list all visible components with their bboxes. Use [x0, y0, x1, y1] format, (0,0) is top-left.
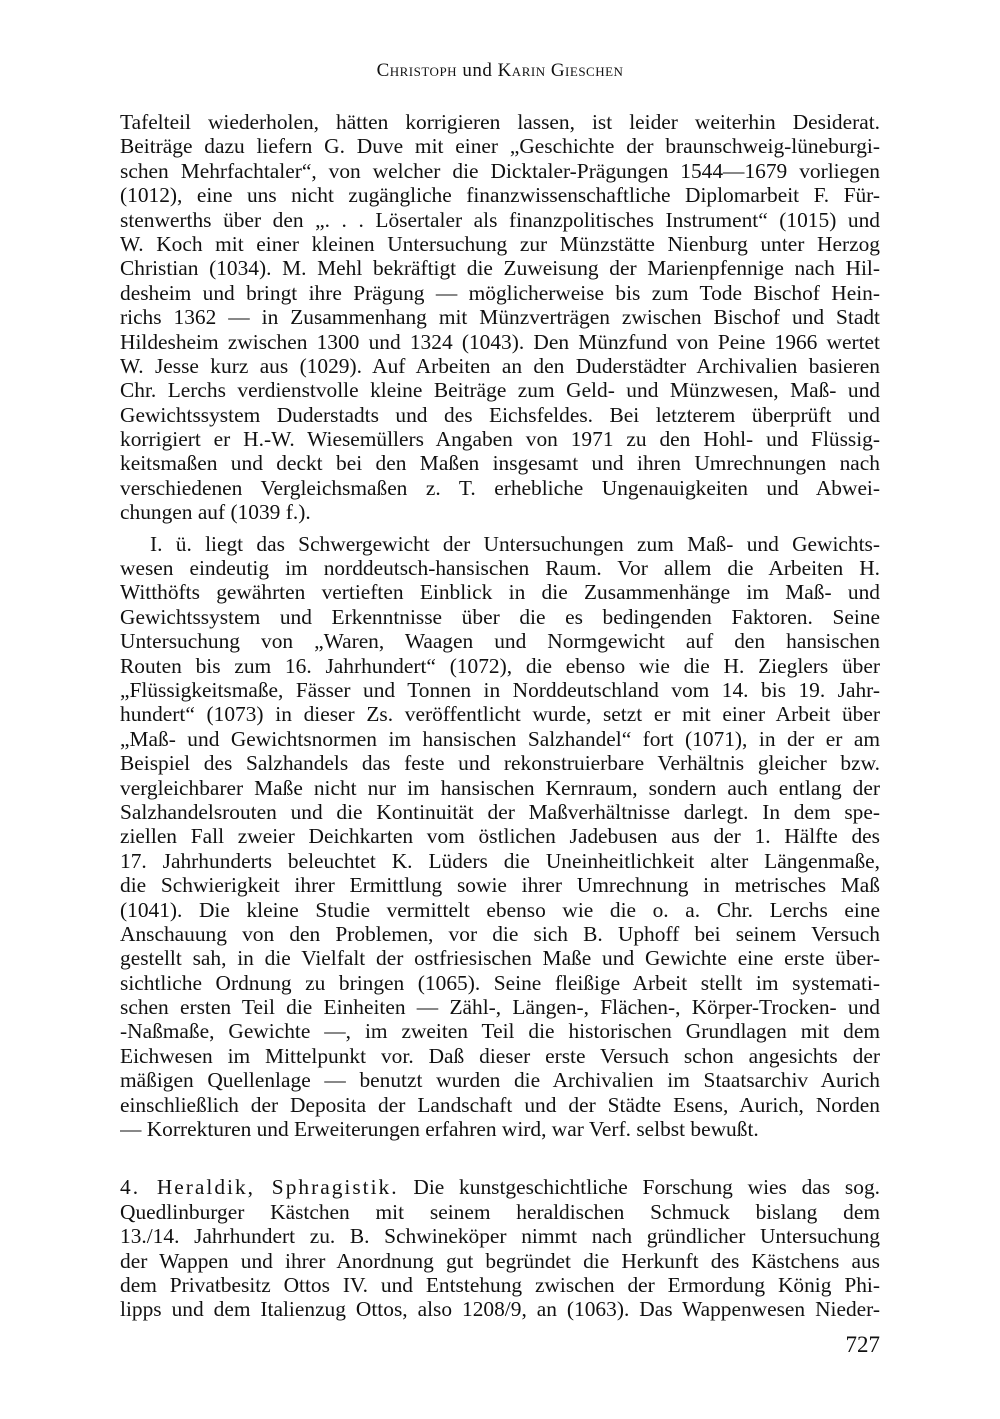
text-line: Witthöfts gewährten vertieften Einblick in die Zusammenhänge im Maß- und — [120, 580, 880, 605]
text-line: Gewichtssystem Duderstadts und des Eichsfeldes. Bei letzterem überprüft und — [120, 402, 880, 427]
text-line: ziellen Fall zweier Deichkarten vom östlichen Jadebusen aus der 1. Hälfte des — [120, 824, 880, 849]
text-line: gestellt sah, in die Vielfalt der ostfriesischen Maße und Gewichte eine erste über- — [120, 946, 880, 971]
text-line: Anschauung von den Problemen, vor die sich B. Uphoff bei seinem Versuch — [120, 921, 880, 946]
text-line: „Maß- und Gewichtsnormen im hansischen Salzhandel“ fort (1071), in der er am — [120, 726, 880, 751]
text-line: Gewichtssystem und Erkenntnisse über die es bedingenden Faktoren. Seine — [120, 604, 880, 629]
text-line: keitsmaßen und deckt bei den Maßen insgesamt und ihren Umrechnungen nach — [120, 451, 880, 476]
text-line: Chr. Lerchs verdienstvolle kleine Beiträge zum Geld- und Münzwesen, Maß- und — [120, 378, 880, 403]
text-line: Quedlinburger Kästchen mit seinem heraldischen Schmuck bislang dem — [120, 1199, 880, 1224]
text-line: 13./14. Jahrhundert zu. B. Schwineköper nimmt nach gründlicher Untersuchung — [120, 1224, 880, 1249]
text-line: lipps und dem Italienzug Ottos, also 1208/9, an (1063). Das Wappenwesen Nieder- — [120, 1297, 880, 1322]
body-text — [120, 110, 880, 1322]
section-heading: 4. Heraldik, Sphragistik. — [120, 1175, 399, 1200]
page-number: 727 — [845, 1332, 880, 1357]
text-line: dem Privatbesitz Ottos IV. und Entstehung zwischen der Ermordung König Phi- — [120, 1272, 880, 1297]
text-line: (1041). Die kleine Studie vermittelt ebenso wie die o. a. Chr. Lerchs eine — [120, 897, 880, 922]
text-line: Eichwesen im Mittelpunkt vor. Daß dieser erste Versuch schon angesichts der — [120, 1043, 880, 1068]
text-line: sichtliche Ordnung zu bringen (1065). Seine fleißige Arbeit stellt im systemati- — [120, 970, 880, 995]
text-line: korrigiert er H.-W. Wiesemüllers Angaben von 1971 zu den Hohl- und Flüssig- — [120, 427, 880, 452]
section-first-line-text: Die kunstgeschichtliche Forschung wies das sog. — [413, 1175, 880, 1200]
text-line: schen Mehrfachtaler“, von welcher die Dicktaler-Prägungen 1544—1679 vorliegen — [120, 158, 880, 183]
paragraph-1 — [120, 110, 880, 525]
text-line: W. Jesse kurz aus (1029). Auf Arbeiten an den Duderstädter Archivalien basieren — [120, 353, 880, 378]
text-line: (1012), eine uns nicht zugängliche finanzwissenschaftliche Diplomarbeit F. Für- — [120, 183, 880, 208]
text-line: vergleichbarer Maße nicht nur im hansischen Kernraum, sondern auch entlang der — [120, 775, 880, 800]
text-line — [120, 1175, 880, 1199]
text-line: Hildesheim zwischen 1300 und 1324 (1043). Den Münzfund von Peine 1966 wertet — [120, 329, 880, 354]
text-line: stenwerths über den „. . . Lösertaler als finanzpolitisches Instrument“ (1015) und — [120, 207, 880, 232]
text-line: Routen bis zum 16. Jahrhundert“ (1072), die ebenso wie die H. Zieglers über — [120, 653, 880, 678]
running-head-first-name: Christoph — [376, 60, 458, 81]
running-head — [0, 60, 1000, 82]
text-line: — Korrekturen und Erweiterungen erfahren wird, war Verf. selbst bewußt. — [120, 1117, 759, 1142]
text-line: mäßigen Quellenlage — benutzt wurden die Archivalien im Staatsarchiv Aurich — [120, 1068, 880, 1093]
running-head-conjunction: und — [462, 60, 493, 81]
text-line: einschließlich der Deposita der Landschaft und der Städte Esens, Aurich, Norden — [120, 1092, 880, 1117]
text-line: W. Koch mit einer kleinen Untersuchung zur Münzstätte Nienburg unter Herzog — [120, 231, 880, 256]
text-line: „Flüssigkeitsmaße, Fässer und Tonnen in Norddeutschland vom 14. bis 19. Jahr- — [120, 677, 880, 702]
text-line: Tafelteil wiederholen, hätten korrigieren lassen, ist leider weiterhin Desiderat. — [120, 110, 880, 134]
text-line: Salzhandelsrouten und die Kontinuität der Maßverhältnisse darlegt. In dem spe- — [120, 799, 880, 824]
text-line: Untersuchung von „Waren, Waagen und Normgewicht auf den hansischen — [120, 629, 880, 654]
paragraph-2 — [120, 532, 880, 1142]
text-line: desheim und bringt ihre Prägung — möglicherweise bis zum Tode Bischof Hein- — [120, 280, 880, 305]
text-line: I. ü. liegt das Schwergewicht der Untersuchungen zum Maß- und Gewichts- — [150, 531, 880, 556]
text-line: die Schwierigkeit ihrer Ermittlung sowie ihrer Umrechnung in metrisches Maß — [120, 873, 880, 898]
text-line: 17. Jahrhunderts beleuchtet K. Lüders die Uneinheitlichkeit alter Längenmaße, — [120, 848, 880, 873]
text-line: chungen auf (1039 f.). — [120, 500, 311, 525]
text-line: richs 1362 — in Zusammenhang mit Münzverträgen zwischen Bischof und Stadt — [120, 305, 880, 330]
text-line: Beispiel des Salzhandels das feste und rekonstruierbare Verhältnis gleicher bzw. — [120, 751, 880, 776]
section-4 — [120, 1175, 880, 1321]
text-line: der Wappen und ihrer Anordnung gut begründet die Herkunft des Kästchens aus — [120, 1248, 880, 1273]
text-line: wesen eindeutig im norddeutsch-hansischen Raum. Vor allem die Arbeiten H. — [120, 556, 880, 581]
running-head-last-name: Karin Gieschen — [497, 60, 624, 81]
text-line: Christian (1034). M. Mehl bekräftigt die Zuweisung der Marienpfennige nach Hil- — [120, 256, 880, 281]
text-line: verschiedenen Vergleichsmaßen z. T. erhebliche Ungenauigkeiten und Abwei- — [120, 475, 880, 500]
text-line: hundert“ (1073) in dieser Zs. veröffentlicht wurde, setzt er mit einer Arbeit über — [120, 702, 880, 727]
text-line: -Naßmaße, Gewichte —, im zweiten Teil die historischen Grundlagen mit dem — [120, 1019, 880, 1044]
text-line: Beiträge dazu liefern G. Duve mit einer „Geschichte der braunschweig-lüneburgi- — [120, 134, 880, 159]
text-line: schen ersten Teil die Einheiten — Zähl-, Längen-, Flächen-, Körper-Trocken- und — [120, 995, 880, 1020]
